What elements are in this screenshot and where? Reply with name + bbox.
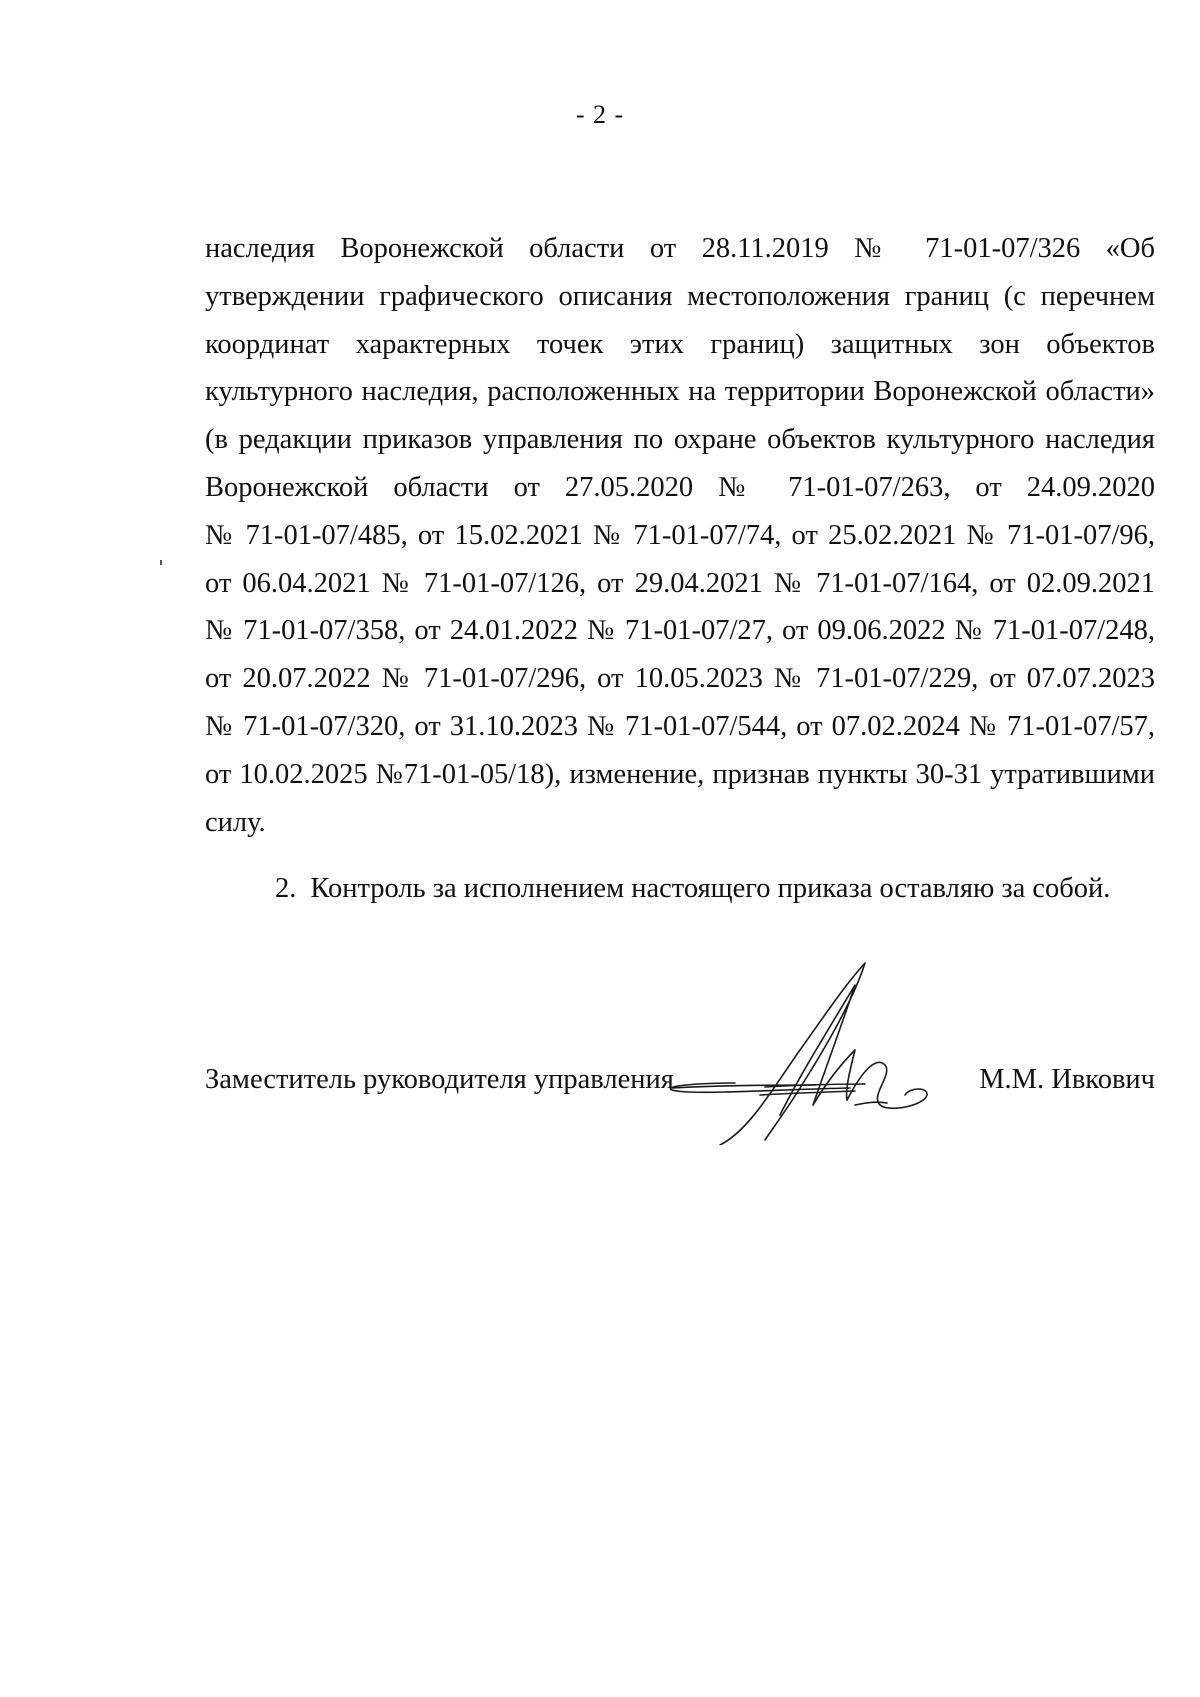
numbered-item-2	[275, 865, 1110, 913]
page-number: - 2 -	[575, 100, 625, 129]
paragraph-line: утверждении графического описания местоположения границ (с перечнем	[205, 280, 1155, 312]
scan-speck	[160, 560, 162, 565]
paragraph-line: (в редакции приказов управления по охране объектов культурного наследия	[205, 424, 1155, 456]
signature-icon	[665, 955, 950, 1145]
paragraph-line: № 71-01-07/358, от 24.01.2022 № 71-01-07/27, от 09.06.2022 № 71-01-07/248,	[205, 615, 1155, 647]
paragraph-line: № 71-01-07/320, от 31.10.2023 № 71-01-07/544, от 07.02.2024 № 71-01-07/57,	[205, 710, 1155, 742]
paragraph-line: силу.	[205, 806, 266, 838]
signer-position: Заместитель руководителя управления	[205, 1064, 674, 1095]
item-text: Контроль за исполнением настоящего приказа оставляю за собой.	[310, 873, 1111, 904]
paragraph-line: от 20.07.2022 № 71-01-07/296, от 10.05.2023 № 71-01-07/229, от 07.07.2023	[205, 663, 1155, 695]
signer-name: М.М. Ивкович	[979, 1064, 1155, 1095]
item-number: 2.	[275, 873, 297, 904]
paragraph-1	[205, 225, 1155, 846]
paragraph-line: координат характерных точек этих границ) защитных зон объектов	[205, 328, 1155, 360]
paragraph-line: наследия Воронежской области от 28.11.2019 № 71-01-07/326 «Об	[205, 233, 1155, 264]
paragraph-line: культурного наследия, расположенных на территории Воронежской области»	[205, 376, 1155, 408]
paragraph-line: Воронежской области от 27.05.2020 № 71-01-07/263, от 24.09.2020	[205, 471, 1155, 503]
paragraph-line: от 06.04.2021 № 71-01-07/126, от 29.04.2021 № 71-01-07/164, от 02.09.2021	[205, 567, 1155, 599]
paragraph-line: от 10.02.2025 №71-01-05/18), изменение, признав пункты 30-31 утратившими	[205, 758, 1155, 790]
paragraph-line: № 71-01-07/485, от 15.02.2021 № 71-01-07/74, от 25.02.2021 № 71-01-07/96,	[205, 519, 1155, 551]
